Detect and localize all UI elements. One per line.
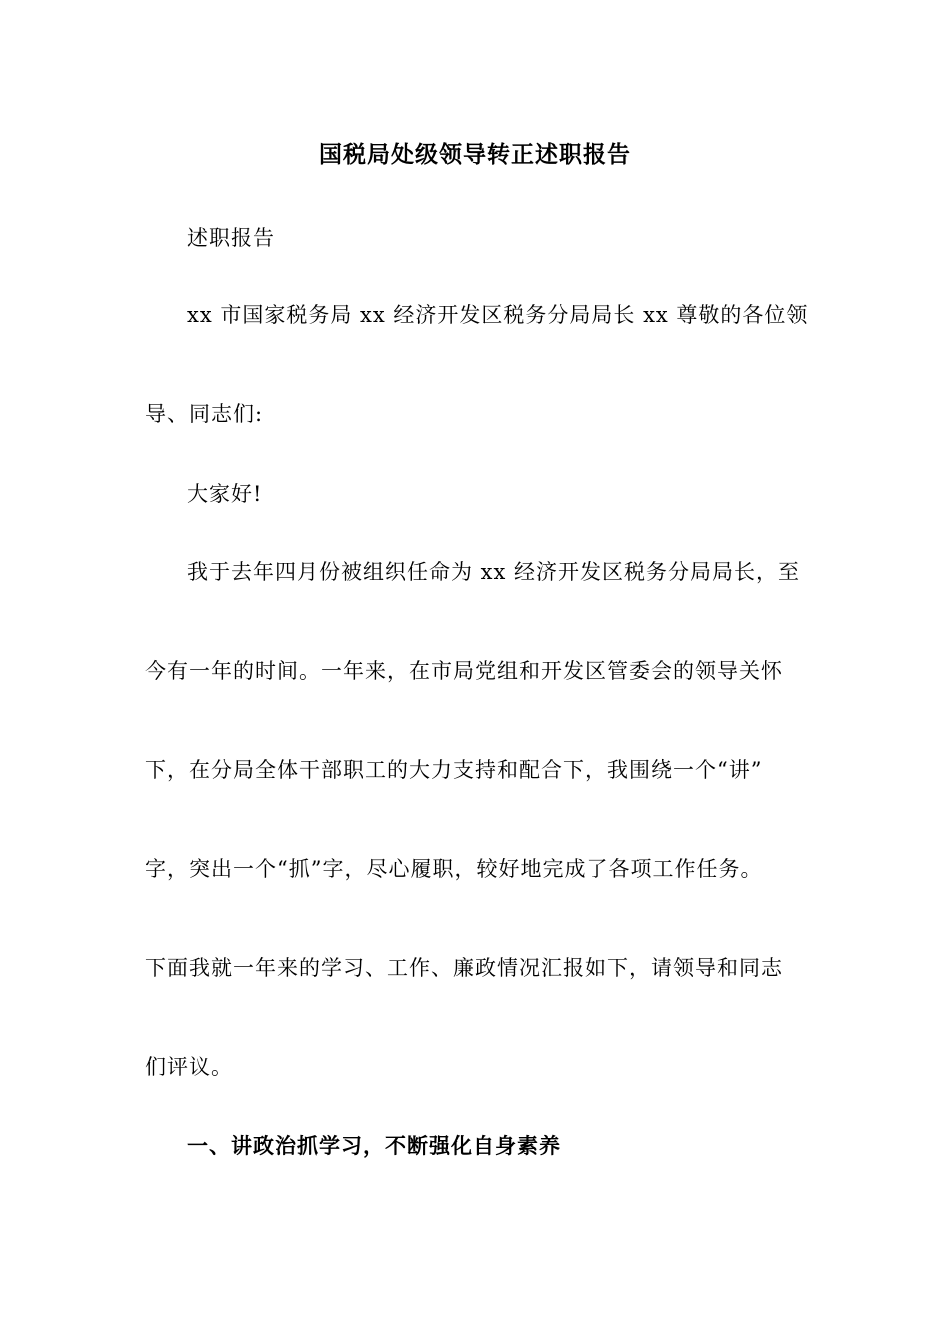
paragraph-line: 述职报告 bbox=[187, 226, 275, 250]
paragraph-line: 下，在分局全体干部职工的大力支持和配合下，我围绕一个“讲” bbox=[145, 758, 763, 782]
section-heading: 一、讲政治抓学习，不断强化自身素养 bbox=[187, 1133, 561, 1158]
paragraph-line: 今有一年的时间。一年来，在市局党组和开发区管委会的领导关怀 bbox=[145, 659, 783, 683]
paragraph-line: 我于去年四月份被组织任命为 xx 经济开发区税务分局局长，至 bbox=[187, 560, 801, 584]
paragraph-line: 大家好! bbox=[187, 482, 263, 506]
paragraph-line: 导、同志们: bbox=[145, 402, 264, 426]
paragraph-line: 下面我就一年来的学习、工作、廉政情况汇报如下，请领导和同志 bbox=[145, 956, 783, 980]
document-title: 国税局处级领导转正述职报告 bbox=[319, 141, 631, 168]
paragraph-line: 字，突出一个“抓”字，尽心履职，较好地完成了各项工作任务。 bbox=[145, 857, 763, 881]
paragraph-line: xx 市国家税务局 xx 经济开发区税务分局局长 xx 尊敬的各位领 bbox=[187, 303, 809, 327]
paragraph-line: 们评议。 bbox=[145, 1055, 233, 1079]
